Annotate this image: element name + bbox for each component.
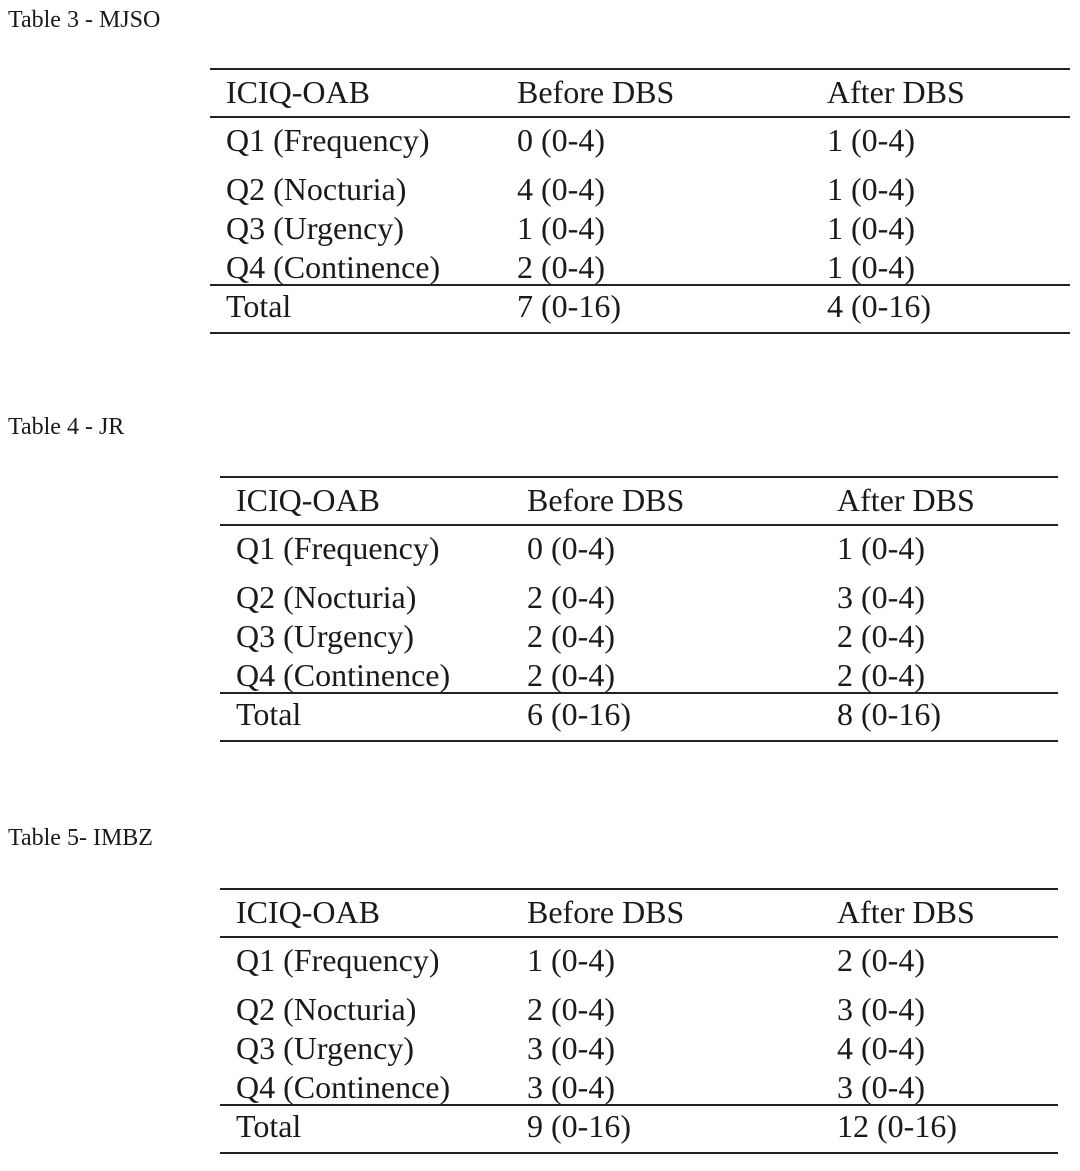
total-after-value: 12 (0-16)	[837, 1108, 957, 1144]
table-row	[220, 1026, 1058, 1065]
after-value: 1 (0-4)	[827, 249, 915, 285]
row-label: Q1 (Frequency)	[236, 530, 440, 566]
table-row	[210, 245, 1070, 284]
before-value: 2 (0-4)	[517, 249, 605, 285]
row-label: Q4 (Continence)	[236, 657, 451, 693]
table-4	[220, 476, 1058, 742]
table-row	[220, 653, 1058, 692]
header-cell-measure: ICIQ-OAB	[236, 482, 380, 518]
before-value: 2 (0-4)	[527, 579, 615, 615]
total-after-value: 4 (0-16)	[827, 288, 931, 324]
table-row	[210, 206, 1070, 245]
table-header-row	[220, 478, 1058, 526]
table-total-row	[210, 284, 1070, 332]
after-value: 2 (0-4)	[837, 618, 925, 654]
row-label: Q1 (Frequency)	[226, 122, 430, 158]
header-cell-after: After DBS	[827, 74, 965, 110]
after-value: 1 (0-4)	[827, 122, 915, 158]
table-header-row	[220, 890, 1058, 938]
header-cell-before: Before DBS	[517, 74, 675, 110]
total-before-value: 6 (0-16)	[527, 696, 631, 732]
table-header-row	[210, 70, 1070, 118]
after-value: 2 (0-4)	[837, 942, 925, 978]
before-value: 2 (0-4)	[527, 991, 615, 1027]
table-row	[220, 526, 1058, 575]
header-cell-before: Before DBS	[527, 894, 685, 930]
row-label: Q4 (Continence)	[236, 1069, 451, 1105]
table-3	[210, 68, 1070, 334]
table-row	[210, 118, 1070, 167]
header-cell-measure: ICIQ-OAB	[236, 894, 380, 930]
row-label: Q3 (Urgency)	[236, 1030, 415, 1066]
row-label: Q3 (Urgency)	[236, 618, 415, 654]
before-value: 0 (0-4)	[527, 530, 615, 566]
after-value: 1 (0-4)	[837, 530, 925, 566]
total-after-value: 8 (0-16)	[837, 696, 941, 732]
header-cell-before: Before DBS	[527, 482, 685, 518]
table-row	[220, 575, 1058, 614]
before-value: 2 (0-4)	[527, 618, 615, 654]
table-5	[220, 888, 1058, 1154]
after-value: 2 (0-4)	[837, 657, 925, 693]
total-label: Total	[236, 1108, 302, 1144]
total-label: Total	[226, 288, 292, 324]
table-total-row	[220, 692, 1058, 740]
table-5-caption: Table 5- IMBZ	[8, 825, 153, 851]
table-row	[210, 167, 1070, 206]
after-value: 3 (0-4)	[837, 1069, 925, 1105]
table-row	[220, 938, 1058, 987]
row-label: Q2 (Nocturia)	[236, 579, 417, 615]
header-cell-after: After DBS	[837, 894, 975, 930]
row-label: Q4 (Continence)	[226, 249, 441, 285]
before-value: 1 (0-4)	[517, 210, 605, 246]
total-label: Total	[236, 696, 302, 732]
after-value: 4 (0-4)	[837, 1030, 925, 1066]
before-value: 1 (0-4)	[527, 942, 615, 978]
header-cell-measure: ICIQ-OAB	[226, 74, 370, 110]
total-before-value: 9 (0-16)	[527, 1108, 631, 1144]
table-3-caption: Table 3 - MJSO	[8, 7, 161, 33]
row-label: Q2 (Nocturia)	[226, 171, 407, 207]
table-total-row	[220, 1104, 1058, 1152]
row-label: Q1 (Frequency)	[236, 942, 440, 978]
after-value: 3 (0-4)	[837, 991, 925, 1027]
before-value: 3 (0-4)	[527, 1030, 615, 1066]
table-row	[220, 1065, 1058, 1104]
table-4-caption: Table 4 - JR	[8, 414, 125, 440]
after-value: 3 (0-4)	[837, 579, 925, 615]
before-value: 2 (0-4)	[527, 657, 615, 693]
table-row	[220, 987, 1058, 1026]
before-value: 3 (0-4)	[527, 1069, 615, 1105]
table-row	[220, 614, 1058, 653]
row-label: Q2 (Nocturia)	[236, 991, 417, 1027]
header-cell-after: After DBS	[837, 482, 975, 518]
before-value: 0 (0-4)	[517, 122, 605, 158]
before-value: 4 (0-4)	[517, 171, 605, 207]
total-before-value: 7 (0-16)	[517, 288, 621, 324]
row-label: Q3 (Urgency)	[226, 210, 405, 246]
after-value: 1 (0-4)	[827, 171, 915, 207]
after-value: 1 (0-4)	[827, 210, 915, 246]
